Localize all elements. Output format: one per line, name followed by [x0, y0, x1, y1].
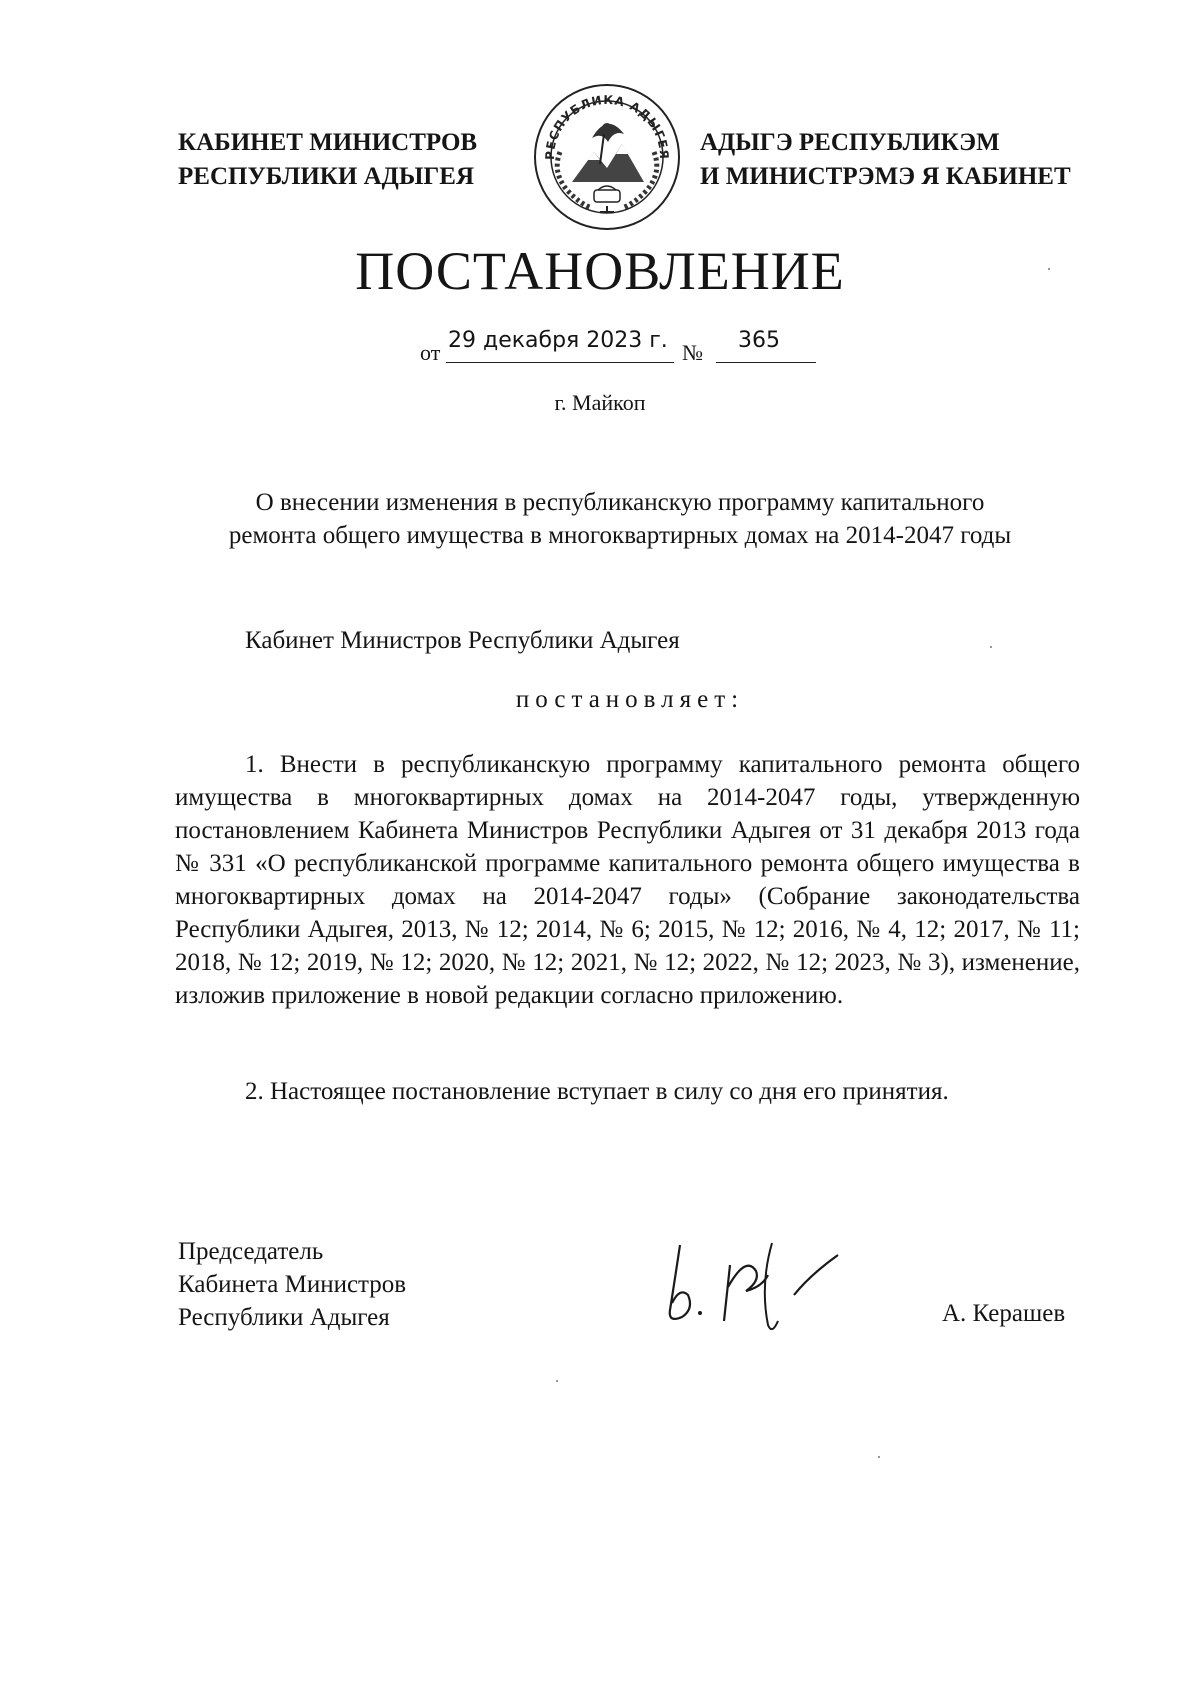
document-subject: О внесении изменения в республиканскую программу капитального ремонта общего имущества в многоквартирных домах на 2014-2047 годы [228, 489, 1012, 549]
resolution-item-1: 1. Внести в республиканскую программу капитального ремонта общего имущества в многоквартирных домах на 2014-2047 годы, утвержденную постановлением Кабинета Министров Республики Адыгея от 31 декабря 2013 года № 331 «О республиканской программе капитального ремонта общего имущества в многоквартирных домах на 2014-2047 годы» (Собрание законодательства Республики Адыгея, 2013, № 12; 2014, № 6; 2015, № 12; 2016, № 4, 12; 2017, № 11; 2018, № 12; 2019, № 12; 2020, № 12; 2021, № 12; 2022, № 12; 2023, № 3), изменение, изложив приложение в новой редакции согласно приложению. [175, 751, 1080, 1009]
scan-speck [990, 646, 992, 648]
date-underline [446, 362, 674, 363]
coat-of-arms-emblem [532, 82, 682, 232]
issuer-statement: Кабинет Министров Республики Адыгея [245, 627, 680, 654]
number-prefix: № [682, 340, 703, 365]
scan-speck [878, 1456, 880, 1458]
signer-name: А. Керашев [942, 1300, 1066, 1327]
issuer-name-russian: КАБИНЕТ МИНИСТРОВ РЕСПУБЛИКИ АДЫГЕЯ [178, 129, 478, 190]
coat-of-arms-icon [532, 82, 682, 232]
number-underline [716, 362, 816, 363]
date-number-line [420, 328, 820, 368]
issuer-name-adyghe: АДЫГЭ РЕСПУБЛИКЭМ И МИНИСТРЭМЭ Я КАБИНЕТ [700, 129, 1071, 190]
scan-speck [1048, 268, 1050, 270]
document-city: г. Майкоп [554, 390, 646, 415]
handwritten-signature [660, 1225, 860, 1335]
resolution-item-2: 2. Настоящее постановление вступает в силу со дня его принятия. [245, 1078, 949, 1105]
document-date: 29 декабря 2023 г. [448, 328, 668, 353]
document-number: 365 [738, 328, 780, 353]
emblem-text: РЕСПУБЛИКА АДЫГЕЯ [542, 92, 672, 161]
document-type-title: ПОСТАНОВЛЕНИЕ [355, 241, 845, 301]
signer-position: Председатель Кабинета Министров Республики Адыгея [178, 1238, 407, 1331]
resolves-word: постановляет: [515, 686, 745, 713]
scan-speck [556, 1380, 558, 1382]
date-prefix: от [420, 340, 441, 365]
